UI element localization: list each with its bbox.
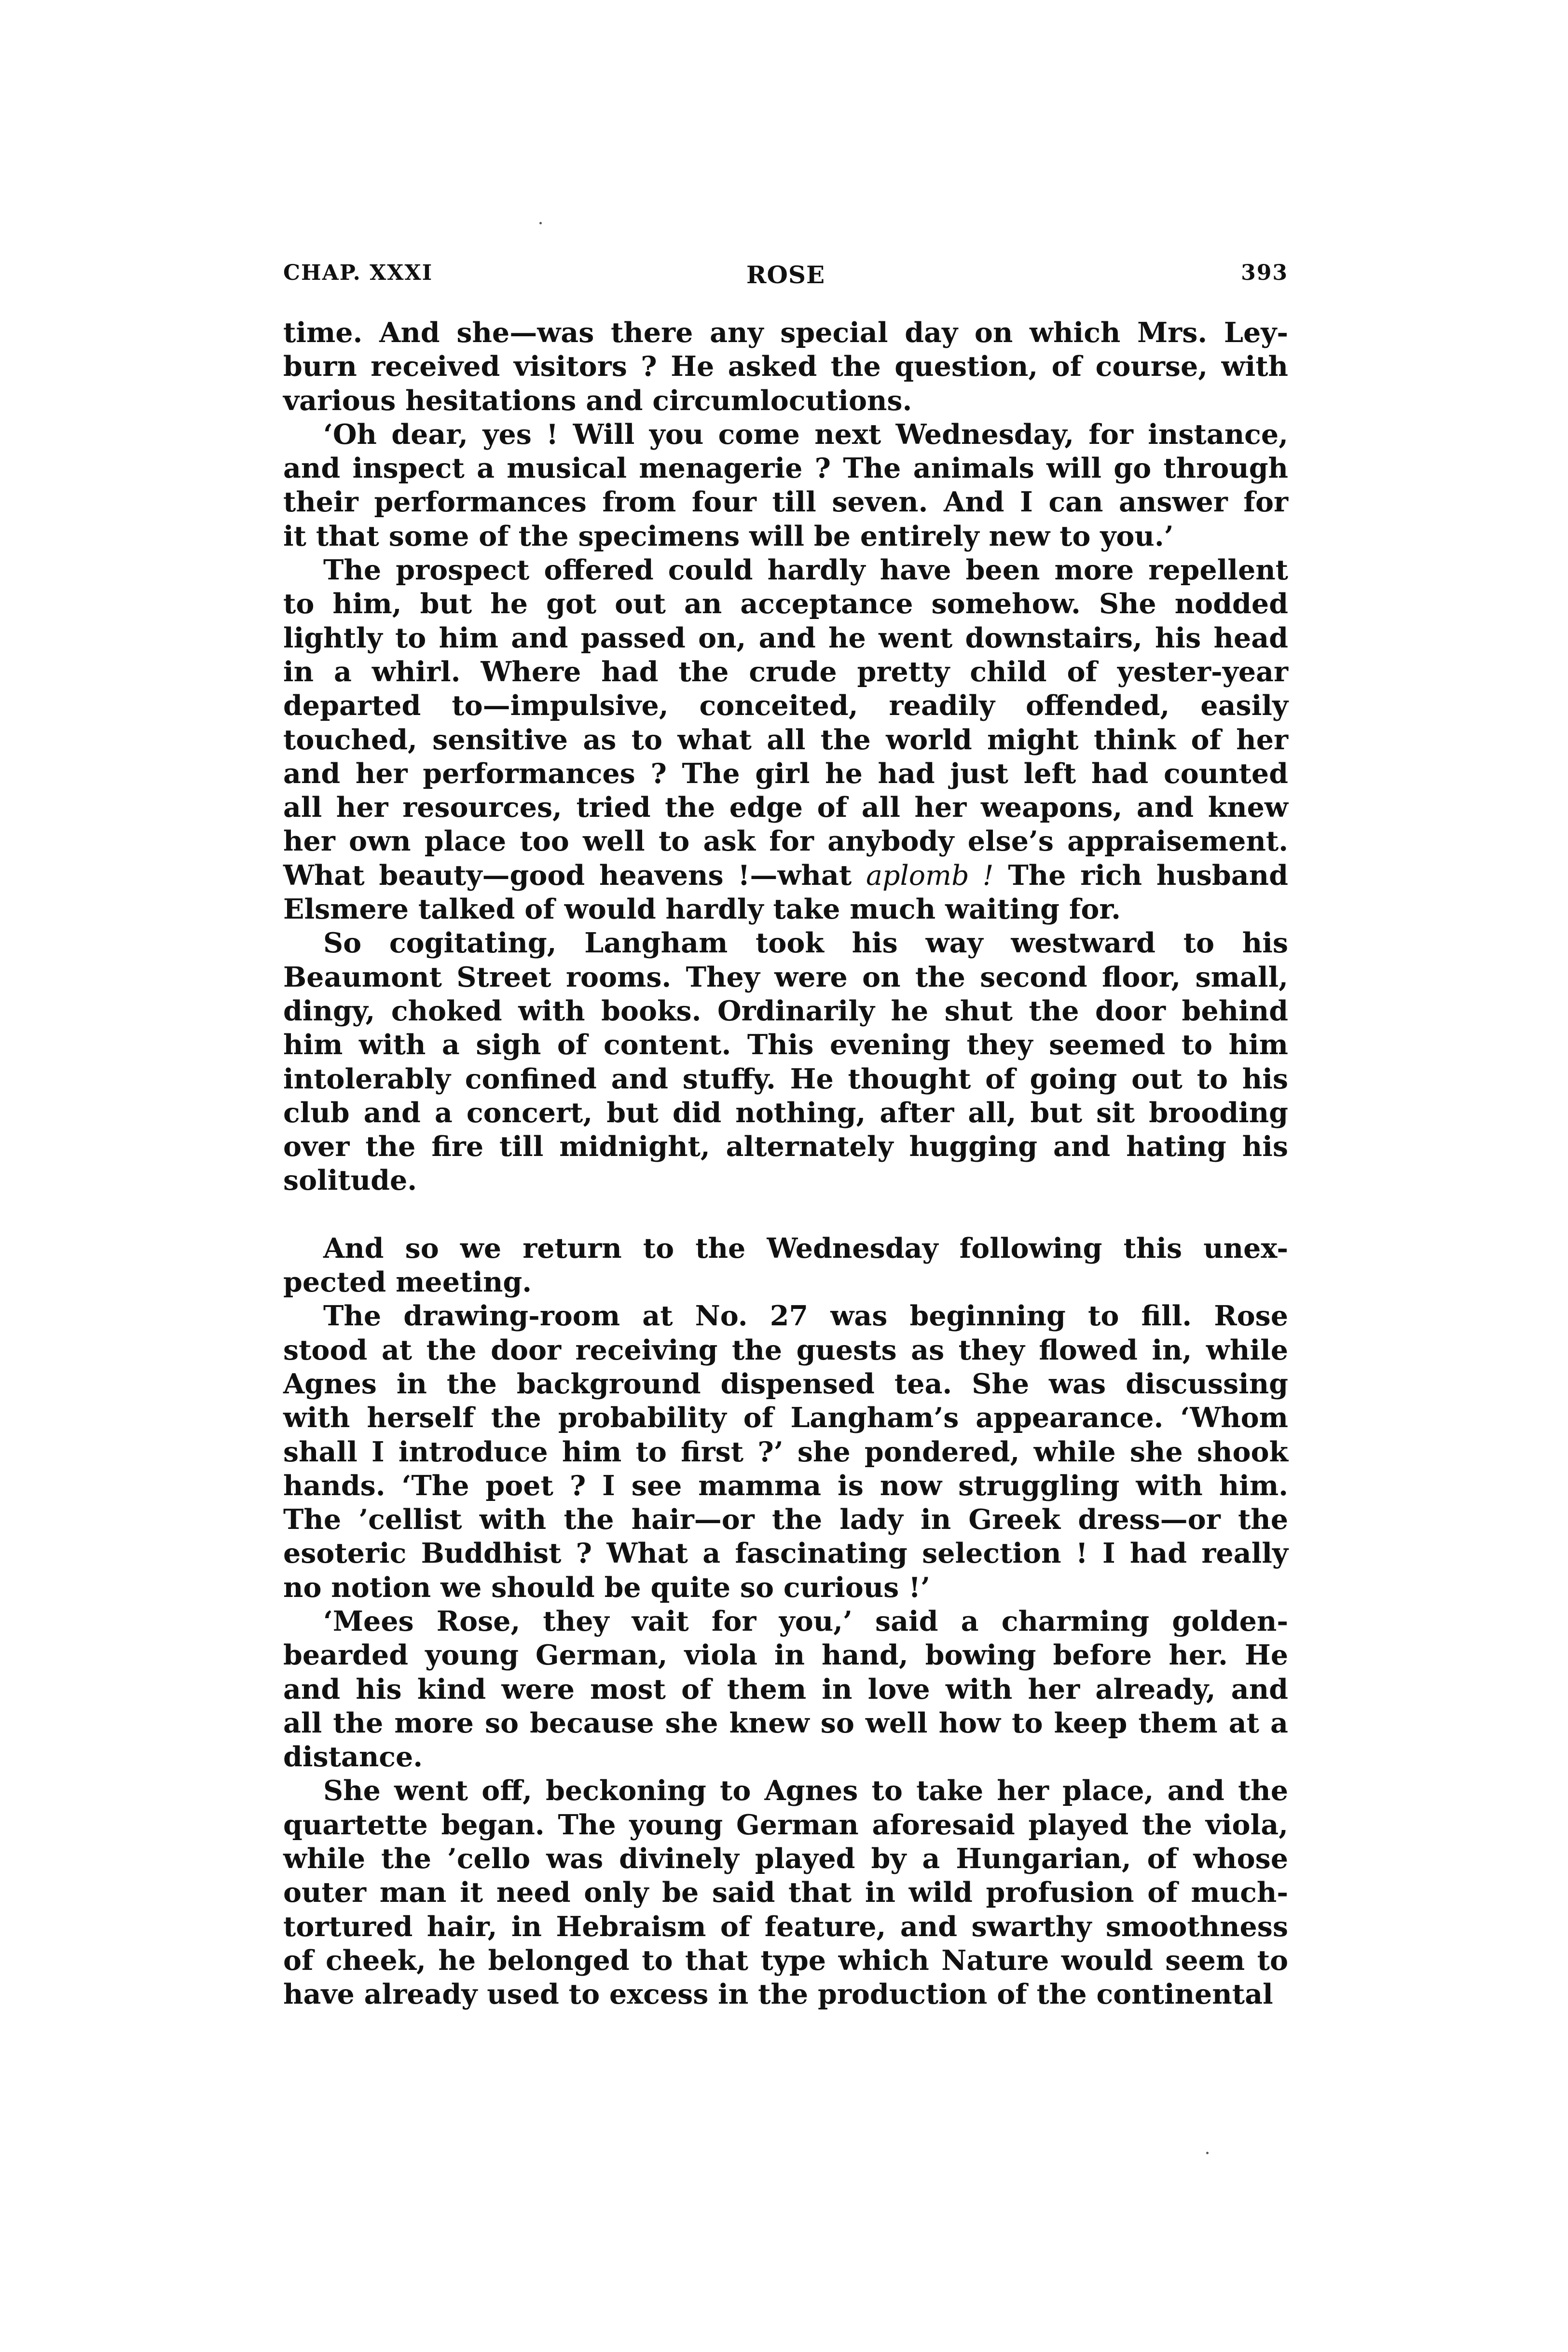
text-line: have already used to excess in the production of the continental	[283, 1978, 1273, 2011]
text-line: stood at the door receiving the guests as they flowed in, while	[283, 1334, 1288, 1366]
text-line: with herself the probability of Langham’s appearance. ‘Whom	[283, 1402, 1288, 1434]
paragraph	[283, 1299, 1288, 1605]
text-line: tortured hair, in Hebraism of feature, and swarthy smoothness	[283, 1910, 1288, 1943]
text-line: her own place too well to ask for anybody else’s appraisement.	[283, 825, 1288, 858]
text-line	[283, 859, 1288, 893]
scan-speck	[1206, 2152, 1209, 2154]
paragraph	[283, 926, 1288, 1197]
paragraph	[283, 1774, 1288, 2011]
text-line: of cheek, he belonged to that type which Nature would seem to	[283, 1944, 1288, 1977]
paragraph	[283, 418, 1288, 553]
text-line: their performances from four till seven. And I can answer for	[283, 486, 1288, 519]
text-line: and his kind were most of them in love with her already, and	[283, 1673, 1288, 1706]
running-title: ROSE	[746, 261, 825, 289]
page-number: 393	[1241, 261, 1288, 285]
text-line: esoteric Buddhist ? What a fascinating selection ! I had really	[283, 1537, 1288, 1570]
paragraph	[283, 1232, 1288, 1300]
text-line: burn received visitors ? He asked the question, of course, with	[283, 350, 1288, 383]
text-line: outer man it need only be said that in wild profusion of much-	[283, 1876, 1288, 1909]
text-line: solitude.	[283, 1164, 417, 1197]
text-line: while the ’cello was divinely played by a Hungarian, of whose	[283, 1843, 1288, 1875]
text-line: in a whirl. Where had the crude pretty child of yester-year	[283, 655, 1288, 688]
text-line: The drawing-room at No. 27 was beginning to fill. Rose	[323, 1300, 1288, 1333]
text-line: it that some of the specimens will be entirely new to you.’	[283, 520, 1174, 552]
text-line: intolerably confined and stuffy. He thought of going out to his	[283, 1062, 1288, 1095]
text-line: bearded young German, viola in hand, bowing before her. He	[283, 1639, 1288, 1672]
body-text	[283, 316, 1288, 2012]
text-line: Agnes in the background dispensed tea. She was discussing	[283, 1367, 1288, 1400]
text-line: over the fire till midnight, alternately hugging and hating his	[283, 1130, 1288, 1163]
text-line: touched, sensitive as to what all the world might think of her	[283, 723, 1288, 756]
running-head	[283, 261, 1288, 289]
chapter-label: CHAP. XXXI	[283, 261, 433, 285]
text-line: quartette began. The young German aforesaid played the viola,	[283, 1808, 1288, 1841]
text-line: and inspect a musical menagerie ? The animals will go through	[283, 452, 1288, 485]
text-segment: What beauty—good heavens !—what	[283, 859, 866, 892]
paragraph	[283, 316, 1288, 418]
text-line: dingy, choked with books. Ordinarily he shut the door behind	[283, 994, 1288, 1027]
text-line: She went off, beckoning to Agnes to take her place, and the	[323, 1774, 1288, 1807]
text-line: Elsmere talked of would hardly take much waiting for.	[283, 893, 1121, 926]
text-line: all the more so because she knew so well how to keep them at a	[283, 1706, 1288, 1739]
text-line: all her resources, tried the edge of all her weapons, and knew	[283, 791, 1288, 824]
text-line: various hesitations and circumlocutions.	[283, 384, 912, 417]
text-line: time. And she—was there any special day on which Mrs. Ley-	[283, 316, 1288, 349]
text-line: The prospect offered could hardly have been more repellent	[323, 554, 1288, 587]
text-line: departed to—impulsive, conceited, readily offended, easily	[283, 689, 1288, 722]
paragraph	[283, 553, 1288, 926]
text-line: club and a concert, but did nothing, after all, but sit brooding	[283, 1096, 1288, 1129]
text-line: lightly to him and passed on, and he went downstairs, his head	[283, 621, 1288, 654]
text-line: ‘Oh dear, yes ! Will you come next Wednesday, for instance,	[323, 418, 1288, 451]
text-line: pected meeting.	[283, 1266, 532, 1299]
text-line: ‘Mees Rose, they vait for you,’ said a charming golden-	[323, 1605, 1288, 1637]
italic-text: aplomb !	[866, 859, 994, 892]
text-line: to him, but he got out an acceptance somehow. She nodded	[283, 588, 1288, 620]
scan-speck	[539, 222, 542, 224]
text-line: distance.	[283, 1741, 423, 1774]
text-line: The ’cellist with the hair—or the lady in Greek dress—or the	[283, 1503, 1288, 1536]
text-segment: The rich husband	[993, 859, 1288, 892]
text-line: shall I introduce him to first ?’ she pondered, while she shook	[283, 1435, 1288, 1468]
text-line: And so we return to the Wednesday following this unex-	[323, 1232, 1288, 1265]
text-line: So cogitating, Langham took his way westward to his	[323, 927, 1288, 960]
text-line: him with a sigh of content. This evening they seemed to him	[283, 1029, 1288, 1061]
text-line: no notion we should be quite so curious !’	[283, 1571, 930, 1604]
text-line: Beaumont Street rooms. They were on the second floor, small,	[283, 961, 1288, 993]
text-line: hands. ‘The poet ? I see mamma is now struggling with him.	[283, 1469, 1288, 1502]
text-line: and her performances ? The girl he had just left had counted	[283, 757, 1288, 790]
paragraph	[283, 1605, 1288, 1774]
